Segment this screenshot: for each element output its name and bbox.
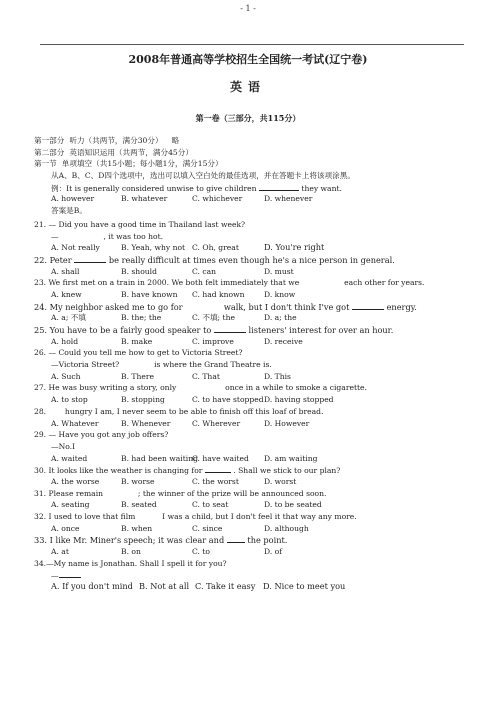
question-stem: 23. We first met on a train in 2000. We both felt immediately that we each other for years. (34, 278, 425, 288)
question-stem: 28. hungry I am, I never seem to be able to finish off this loaf of bread. (34, 406, 324, 416)
question-stem: 32. I used to love that film I was a child, but I don't feel it that way any more. (34, 512, 357, 521)
question-options: A. shall B. should C. can D. must (51, 266, 294, 276)
question-options: A. Not really B. Yeah, why not C. Oh, great D. You're right (51, 242, 325, 253)
question-stem: 30. It looks like the weather is changing for . Shall we stick to our plan? (34, 466, 341, 476)
section-line: 第一节 单项填空（共15小题；每小题1分，满分15分） (34, 159, 223, 169)
question-stem: 21. — Did you have a good time in Thailand last week? (34, 219, 246, 229)
question-options: A. hold B. make C. improve D. receive (51, 336, 303, 346)
question-stem: 26. — Could you tell me how to get to Victoria Street? (34, 348, 243, 358)
question-stem: 24. My neighbor asked me to go for walk, but I don't think I've got energy. (34, 301, 417, 312)
question-options: A. at B. on C. to D. of (51, 547, 283, 557)
answer-blank (205, 464, 231, 473)
question-options: A. If you don't mind B. Not at all C. Take it easy D. Nice to meet you (51, 581, 346, 592)
subject-heading: 英语 (229, 80, 266, 94)
question-stem: 29. — Have you got any job offers? (34, 430, 169, 440)
page-number: - 1 - (240, 4, 256, 13)
instructions: 从A、B、C、D四个选项中，选出可以填入空白处的最佳选项，并在答题卡上将该项涂黑。 (51, 171, 355, 181)
question-stem: 25. You have to be a fairly good speaker to listeners' interest for over an hour. (34, 325, 394, 335)
question-options: A. the worse B. worse C. the worst D. worst (51, 476, 297, 486)
example-stem: 例：It is generally considered unwise to give children they want. (51, 183, 342, 193)
answer-blank (227, 534, 245, 543)
section-line: 第二部分 英语知识运用（共两节，满分45分） (34, 147, 193, 157)
question-options: A. to stop B. stopping C. to have stopped D. having stopped (51, 395, 334, 405)
question-options: A. seating B. seated C. to seat D. to be seated (51, 500, 322, 510)
question-stem: 22. Peter be really difficult at times even though he's a nice person in general. (34, 254, 395, 265)
volume-heading: 第一卷（三部分，共115分） (195, 113, 301, 123)
header-rule (40, 44, 464, 45)
section-line: 第一部分 听力（共两节，满分30分） 略 (34, 136, 180, 145)
question-stem: 31. Please remain ; the winner of the prize will be announced soon. (34, 488, 327, 498)
example-answer: 答案是B。 (51, 206, 87, 216)
question-options: A. Such B. There C. That D. This (51, 371, 291, 381)
answer-blank (59, 569, 81, 578)
question-options: A. waited B. had been waiting C. have waited D. am waiting (51, 453, 318, 463)
answer-blank (214, 324, 246, 333)
answer-blank (74, 254, 106, 263)
question-stem: 33. I like Mr. Miner's speech; it was clear and the point. (34, 535, 288, 546)
question-reply: —Victoria Street? is where the Grand Theatre is. (51, 360, 272, 370)
question-options: A. a; 不填 B. the; the C. 不填; the D. a; the (51, 313, 297, 323)
question-reply: — (34, 569, 474, 581)
question-reply: —No.I (51, 441, 76, 451)
answer-blank (259, 182, 299, 191)
question-stem: 27. He was busy writing a story, only once in a while to smoke a cigarette. (34, 383, 367, 393)
question-options: A. Whatever B. Whenever C. Wherever D. However (51, 418, 310, 428)
answer-blank (352, 301, 384, 310)
question-options: A. knew B. have known C. had known D. know (51, 289, 296, 299)
example-options: A. however B. whatever C. whichever D. whenever (51, 194, 313, 204)
exam-content (34, 135, 474, 593)
question-options: A. once B. when C. since D. although (51, 523, 309, 533)
exam-title: 2008年普通高等学校招生全国统一考试(辽宁卷) (128, 53, 368, 66)
question-reply: — , it was too hot. (51, 231, 164, 241)
question-stem: 34.—My name is Jonathan. Shall I spell it for you? (34, 558, 227, 568)
